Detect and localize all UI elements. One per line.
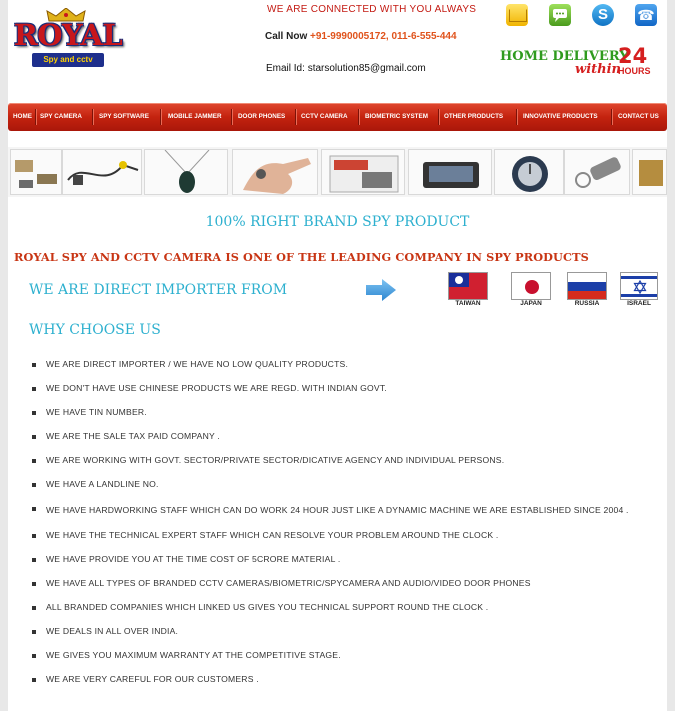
nav-item-mobile-jammer[interactable]: MOBILE JAMMER — [168, 113, 222, 120]
list-item: WE HAVE HARDWORKING STAFF WHICH CAN DO WORK 24 HOUR JUST LIKE A DYNAMIC MACHINE WE ARE ESTABLISHED SINCE 2004 . — [31, 502, 661, 518]
delivery-text: HOME DELIVERY — [500, 49, 629, 64]
delivery-24: 24 — [618, 44, 648, 68]
flag-taiwan-icon — [448, 272, 488, 300]
list-item: WE HAVE THE TECHNICAL EXPERT STAFF WHICH CAN RESOLVE YOUR PROBLEM AROUND THE CLOCK . — [31, 529, 661, 542]
page — [8, 0, 667, 711]
flag-caption: RUSSIA — [574, 300, 600, 307]
nav-item-innovative-products[interactable]: INNOVATIVE PRODUCTS — [523, 113, 598, 120]
flag-russia-icon — [567, 272, 607, 300]
chat-icon[interactable] — [549, 4, 571, 26]
delivery-within: within — [575, 62, 621, 77]
phone-icon[interactable]: ☎ — [635, 4, 657, 26]
call-label: Call Now — [265, 31, 308, 42]
product-thumb[interactable] — [10, 149, 62, 195]
email-label: Email Id: — [266, 63, 305, 74]
flag-caption: ISRAEL — [627, 300, 651, 307]
arrow-right-icon — [366, 279, 396, 301]
product-thumb[interactable] — [564, 149, 630, 195]
product-thumb[interactable] — [144, 149, 228, 195]
list-item: WE GIVES YOU MAXIMUM WARRANTY AT THE COMPETITIVE STAGE. — [31, 649, 661, 662]
home-delivery-badge — [498, 46, 660, 80]
product-thumb[interactable] — [494, 149, 564, 195]
list-item: WE HAVE A LANDLINE NO. — [31, 478, 661, 491]
main-nav — [8, 103, 667, 131]
product-thumb[interactable] — [321, 149, 405, 195]
nav-item-biometric-system[interactable]: BIOMETRIC SYSTEM — [365, 113, 428, 120]
list-item: WE ARE VERY CAREFUL FOR OUR CUSTOMERS . — [31, 673, 661, 686]
email-address[interactable]: starsolution85@gmail.com — [307, 63, 426, 74]
call-now — [265, 31, 457, 42]
skype-icon[interactable]: S — [592, 4, 614, 26]
company-banner: ROYAL SPY AND CCTV CAMERA IS ONE OF THE LEADING COMPANY IN SPY PRODUCTS — [14, 250, 589, 264]
flag-israel-icon — [620, 272, 658, 300]
product-thumb[interactable] — [232, 149, 318, 195]
tagline: WE ARE CONNECTED WITH YOU ALWAYS — [267, 4, 477, 15]
reasons-list — [31, 358, 661, 686]
list-item: WE HAVE PROVIDE YOU AT THE TIME COST OF 5CRORE MATERIAL . — [31, 553, 661, 566]
flag-caption: TAIWAN — [455, 300, 481, 307]
list-item: WE ARE THE SALE TAX PAID COMPANY . — [31, 430, 661, 443]
flag-caption: JAPAN — [520, 300, 542, 307]
nav-item-spy-camera[interactable]: SPY CAMERA — [40, 113, 82, 120]
importer-heading: WE ARE DIRECT IMPORTER FROM — [29, 282, 288, 298]
list-item: ALL BRANDED COMPANIES WHICH LINKED US GIVES YOU TECHNICAL SUPPORT ROUND THE CLOCK . — [31, 601, 661, 614]
why-choose-heading: WHY CHOOSE US — [29, 322, 161, 338]
delivery-hours: HOURS — [618, 66, 651, 76]
nav-item-door-phones[interactable]: DOOR PHONES — [238, 113, 286, 120]
nav-item-contact-us[interactable]: CONTACT US — [618, 113, 659, 120]
nav-item-cctv-camera[interactable]: CCTV CAMERA — [301, 113, 348, 120]
list-item: WE ARE WORKING WITH GOVT. SECTOR/PRIVATE SECTOR/DICATIVE AGENCY AND INDIVIDUAL PERSONS. — [31, 454, 661, 467]
logo-text: ROYAL — [13, 18, 123, 52]
email-line — [266, 63, 426, 74]
flag-japan-icon — [511, 272, 551, 300]
list-item: WE HAVE ALL TYPES OF BRANDED CCTV CAMERAS/BIOMETRIC/SPYCAMERA AND AUDIO/VIDEO DOOR PHONES — [31, 577, 661, 590]
product-strip — [8, 147, 667, 197]
product-thumb[interactable] — [408, 149, 492, 195]
nav-item-home[interactable]: HOME — [13, 113, 32, 120]
product-thumb[interactable] — [62, 149, 142, 195]
nav-item-spy-software[interactable]: SPY SOFTWARE — [99, 113, 149, 120]
call-numbers[interactable]: +91-9990005172, 011-6-555-444 — [310, 31, 457, 42]
list-item: WE DEALS IN ALL OVER INDIA. — [31, 625, 661, 638]
list-item: WE DON'T HAVE USE CHINESE PRODUCTS WE ARE REGD. WITH INDIAN GOVT. — [31, 382, 661, 395]
mail-icon[interactable] — [506, 4, 528, 26]
logo-ribbon: Spy and cctv — [32, 53, 104, 67]
list-item: WE ARE DIRECT IMPORTER / WE HAVE NO LOW QUALITY PRODUCTS. — [31, 358, 661, 371]
royal-logo[interactable] — [12, 8, 124, 70]
nav-item-other-products[interactable]: OTHER PRODUCTS — [444, 113, 504, 120]
main-headline: 100% RIGHT BRAND SPY PRODUCT — [205, 214, 470, 230]
list-item: WE HAVE TIN NUMBER. — [31, 406, 661, 419]
product-thumb[interactable] — [632, 149, 667, 195]
